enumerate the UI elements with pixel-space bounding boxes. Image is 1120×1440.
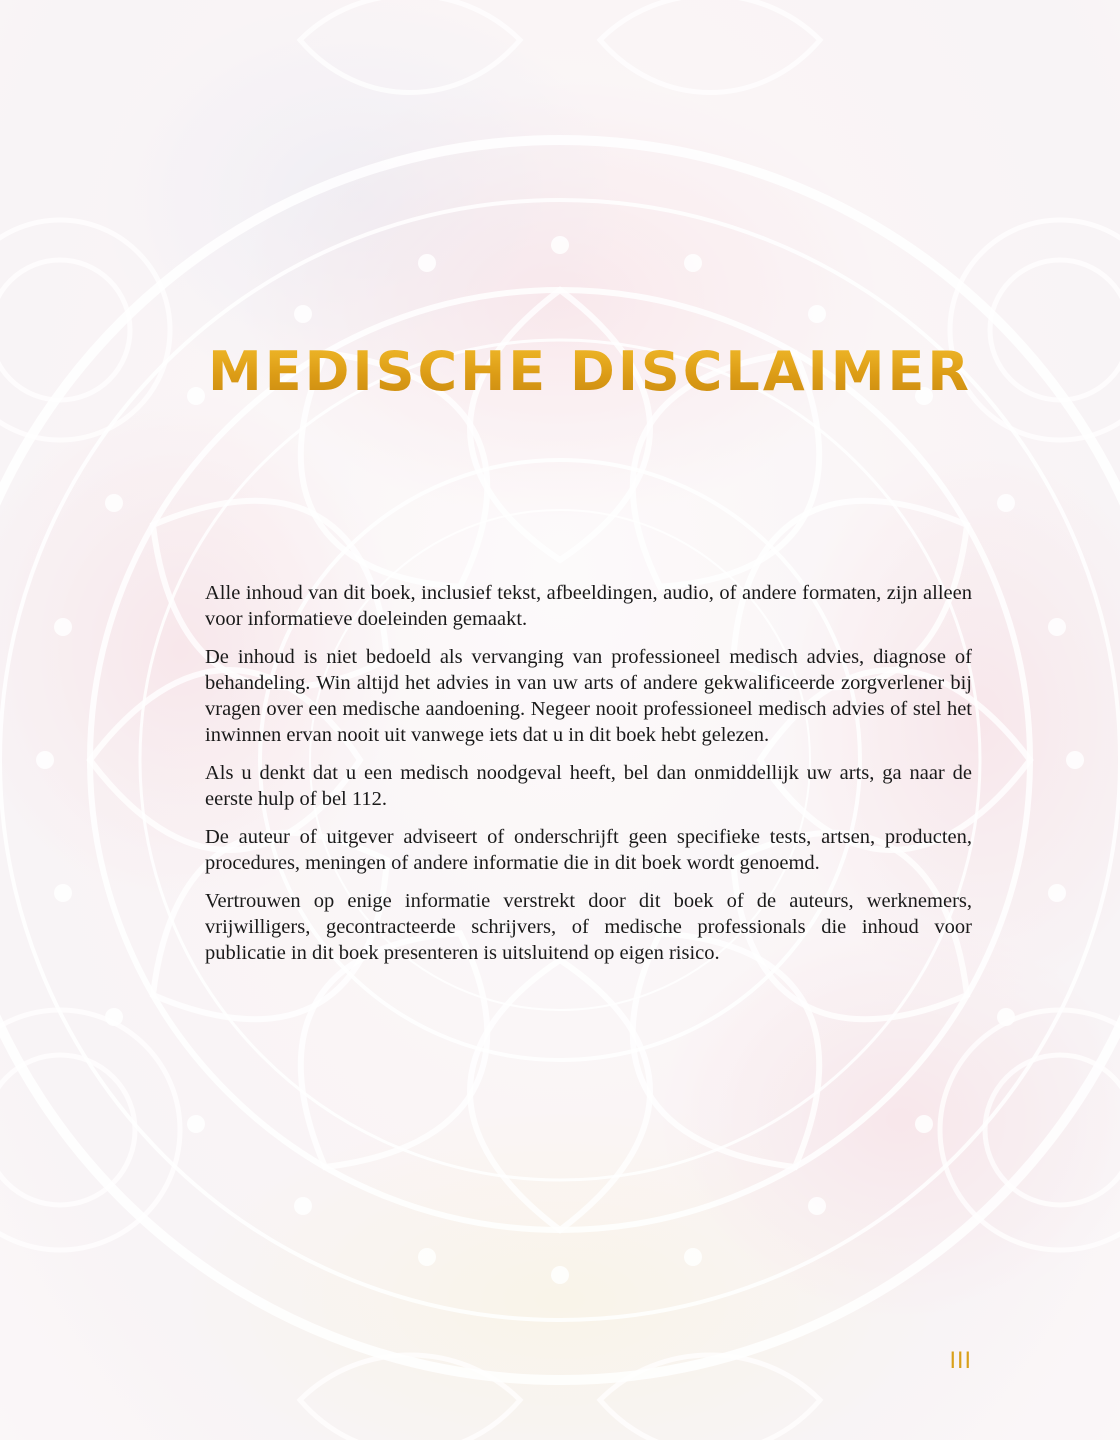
page-number: III (949, 1349, 972, 1374)
paragraph: De inhoud is niet bedoeld als vervanging van professioneel medisch advies, diagnose of behandeling. Win altijd het advies in van uw arts of andere gekwalificeerde zorgverlener bij vragen over een medische aandoening. Negeer nooit professioneel medisch advies of stel het inwinnen ervan nooit uit vanwege iets dat u in dit boek hebt gelezen. (205, 646, 972, 746)
paragraph: De auteur of uitgever adviseert of onderschrijft geen specifieke tests, artsen, producten, procedures, meningen of andere informatie die in dit boek wordt genoemd. (205, 826, 972, 874)
page-title: MEDISCHE DISCLAIMER (0, 340, 1120, 403)
paragraph: Vertrouwen op enige informatie verstrekt door dit boek of de auteurs, werknemers, vrijwilligers, gecontracteerde schrijvers, of medische professionals die inhoud voor publicatie in dit boek presenteren is uitsluitend op eigen risico. (205, 890, 972, 964)
paragraph: Als u denkt dat u een medisch noodgeval heeft, bel dan onmiddellijk uw arts, ga naar de eerste hulp of bel 112. (205, 762, 972, 810)
disclaimer-body (205, 580, 972, 978)
paragraph: Alle inhoud van dit boek, inclusief tekst, afbeeldingen, audio, of andere formaten, zijn alleen voor informatieve doeleinden gemaakt. (205, 582, 972, 630)
